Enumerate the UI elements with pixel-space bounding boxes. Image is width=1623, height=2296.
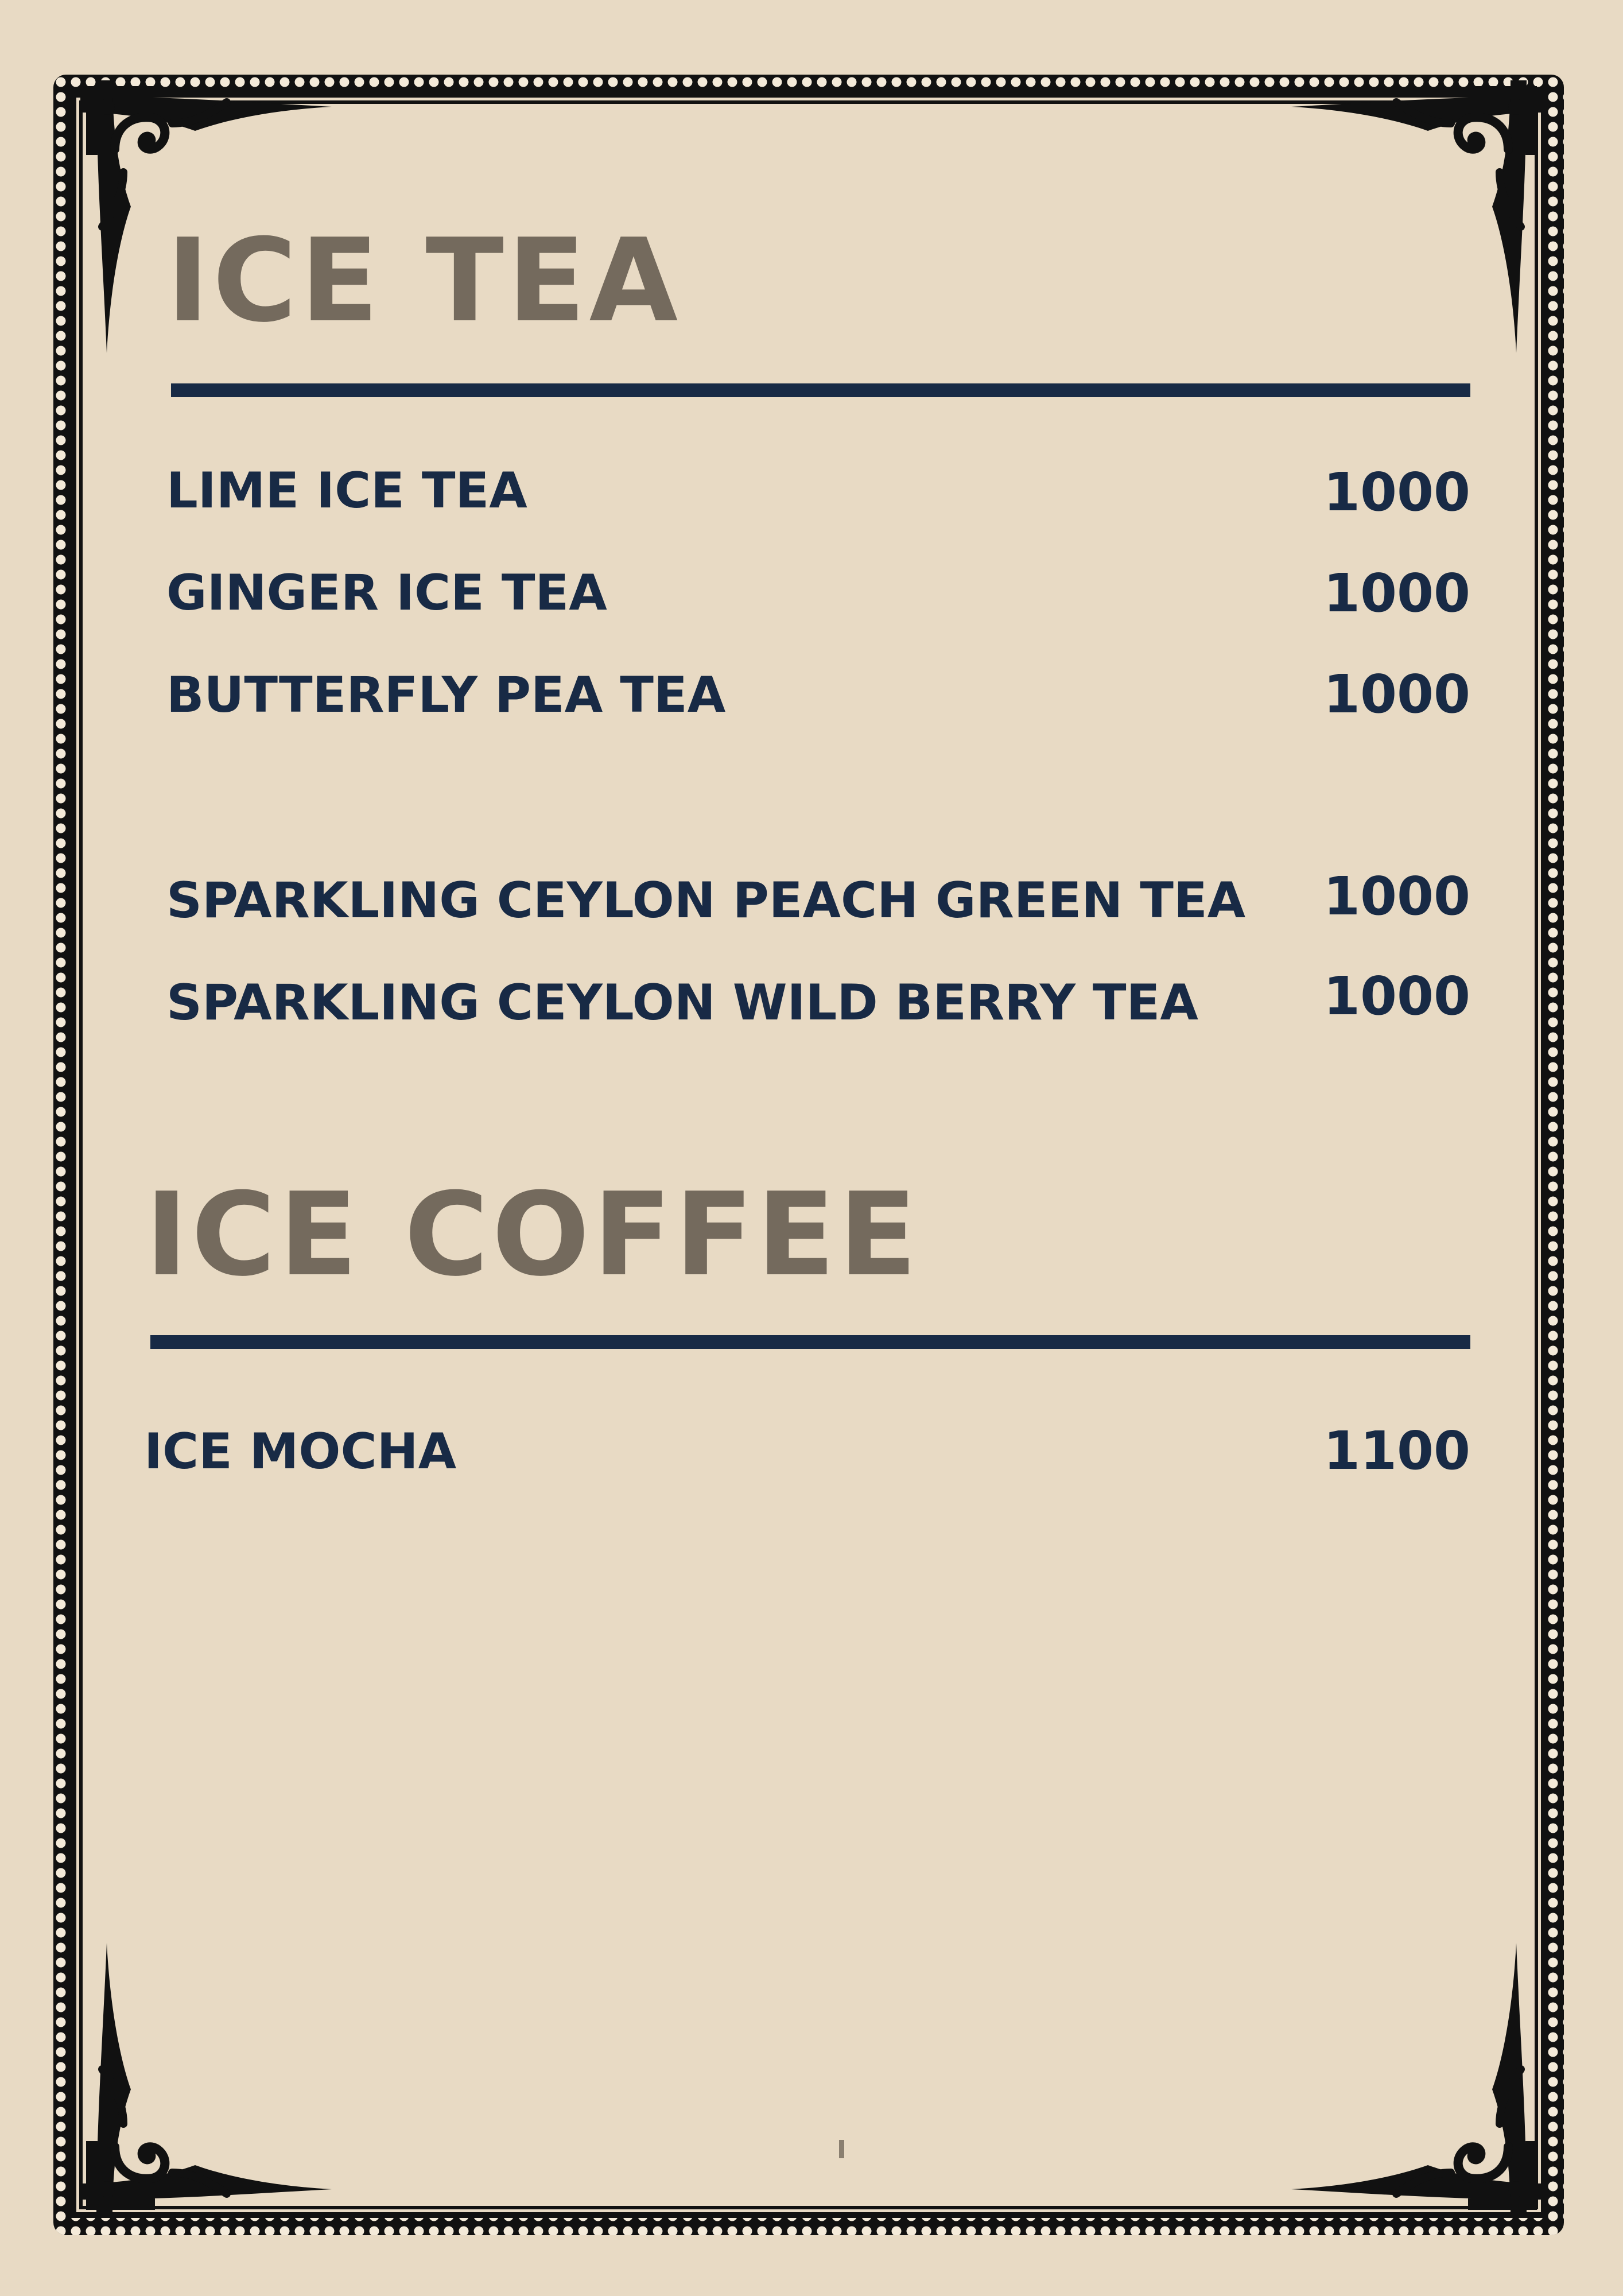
section-title-ice-tea: ICE TEA: [166, 214, 682, 348]
menu-item-name: ICE MOCHA: [144, 1423, 457, 1480]
section-divider: [171, 383, 1470, 397]
menu-item-price: 1000: [1323, 866, 1470, 927]
section-divider: [150, 1335, 1470, 1349]
menu-item-price: 1000: [1323, 965, 1470, 1027]
menu-item-name: SPARKLING CEYLON PEACH GREEN TEA: [166, 872, 1246, 929]
menu-item-name: SPARKLING CEYLON WILD BERRY TEA: [166, 974, 1198, 1031]
section-title-ice-coffee: ICE COFFEE: [145, 1168, 921, 1302]
menu-item-price: 1000: [1323, 461, 1470, 523]
menu-item-price: 1100: [1323, 1420, 1470, 1481]
decorative-mark: [839, 2140, 844, 2158]
menu-item-price: 1000: [1323, 563, 1470, 624]
menu-item-price: 1000: [1323, 664, 1470, 725]
menu-item-name: BUTTERFLY PEA TEA: [166, 666, 726, 724]
menu-item-name: LIME ICE TEA: [166, 462, 527, 519]
menu-item-name: GINGER ICE TEA: [166, 564, 607, 622]
